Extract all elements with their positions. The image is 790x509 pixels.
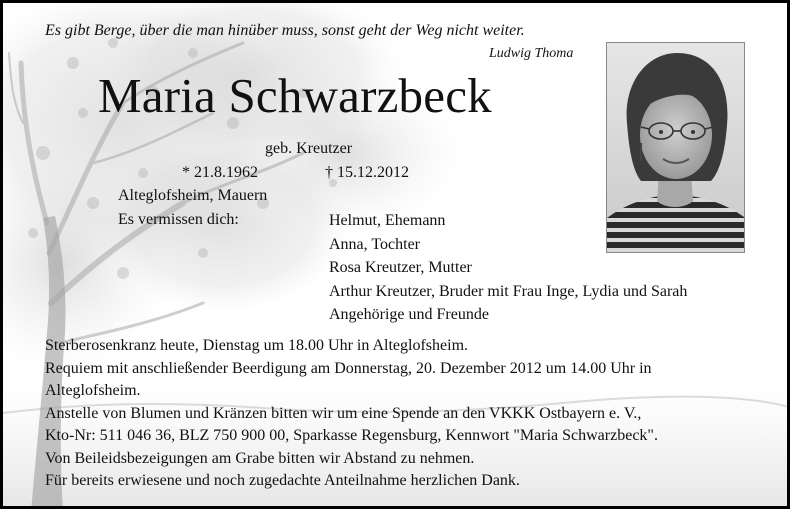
notice-line: Von Beileidsbezeigungen am Grabe bitten wir Abstand zu nehmen. [45,449,475,467]
mourner-item: Anna, Tochter [329,235,420,253]
residence-place: Alteglofsheim, Mauern [118,187,268,204]
quote-author: Ludwig Thoma [489,46,574,61]
portrait-photo [606,42,745,253]
mourners-label: Es vermissen dich: [118,211,239,228]
notice-line: Requiem mit anschließender Beerdigung am Donnerstag, 20. Dezember 2012 um 14.00 Uhr in [45,359,652,377]
notice-line: Sterberosenkranz heute, Dienstag um 18.00 Uhr in Alteglofsheim. [45,337,469,354]
birth-date: * 21.8.1962 [182,164,258,181]
mourner-item: Helmut, Ehemann [329,212,446,229]
mourner-item: Rosa Kreutzer, Mutter [329,259,472,276]
notice-line: Alteglofsheim. [45,382,141,399]
portrait-image [607,43,744,252]
mourner-item: Angehörige und Freunde [329,306,489,323]
mourner-item: Arthur Kreutzer, Bruder mit Frau Inge, Lydia und Sarah [329,282,688,300]
notice-line: Für bereits erwiesene und noch zugedachte Anteilnahme herzlichen Dank. [45,472,520,489]
notice-line: Anstelle von Blumen und Kränzen bitten wir um eine Spende an den VKKK Ostbayern e. V., [45,404,642,422]
funeral-notices [45,336,658,494]
birth-name: geb. Kreutzer [265,140,353,157]
epigraph-quote: Es gibt Berge, über die man hinüber muss, sonst geht der Weg nicht weiter. [45,22,525,39]
death-date: † 15.12.2012 [325,164,409,181]
notice-line: Kto-Nr: 511 046 36, BLZ 750 900 00, Sparkasse Regensburg, Kennwort "Maria Schwarzbeck". [45,427,658,444]
deceased-name: Maria Schwarzbeck [98,68,492,123]
